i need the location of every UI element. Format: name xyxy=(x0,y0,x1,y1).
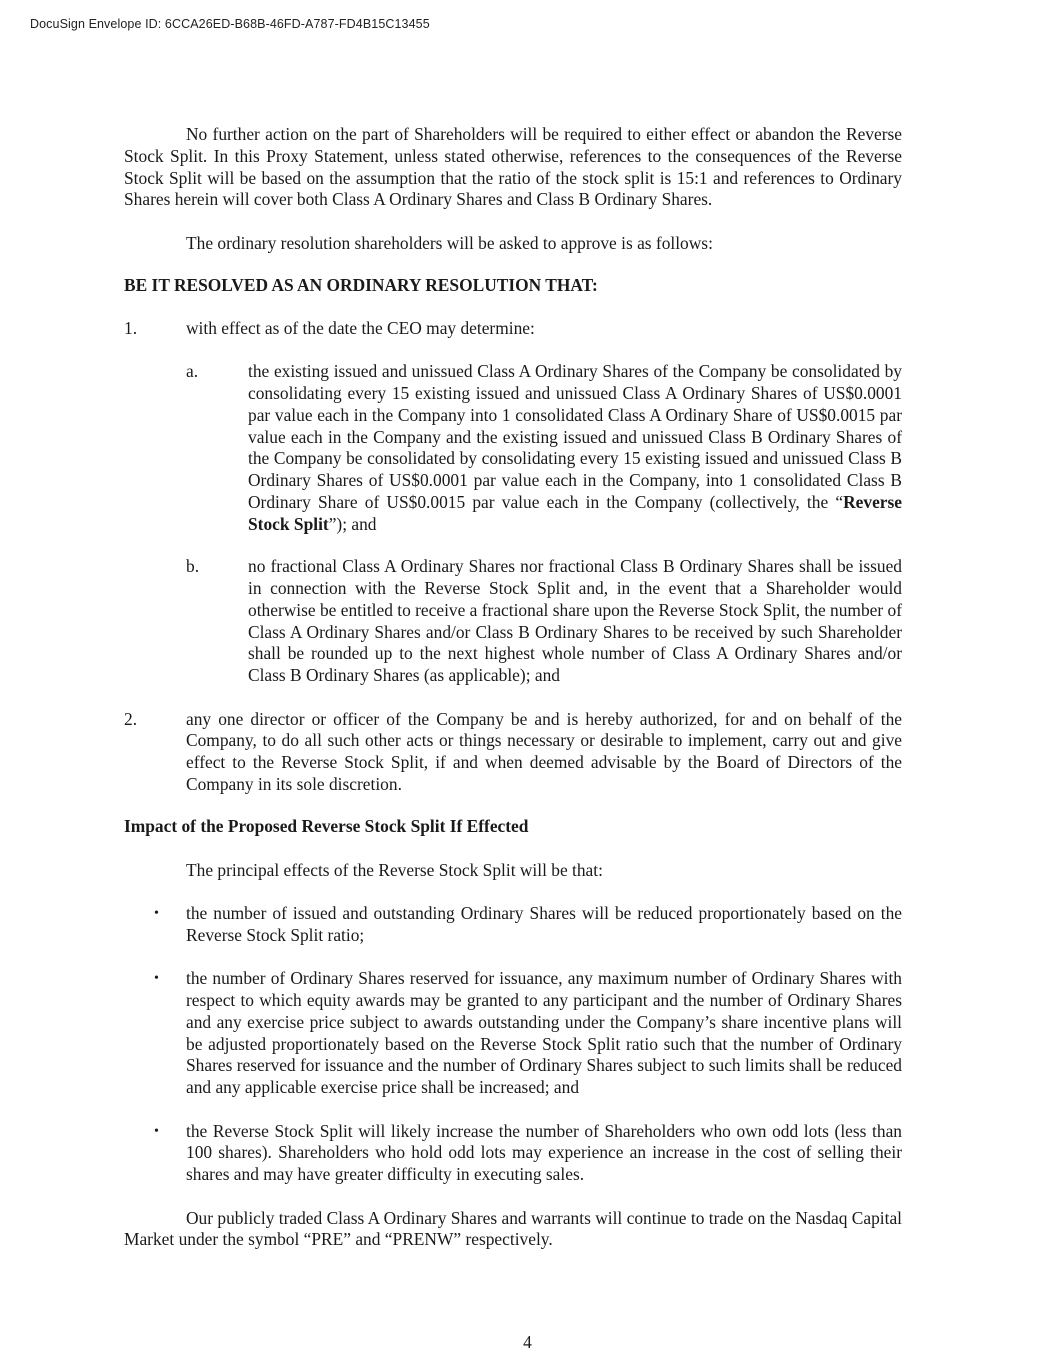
impact-bullet-3-text: the Reverse Stock Split will likely increase the number of Shareholders who own odd lots (less than 100 shares). Shareholders who hold odd lots may experience an increase in the cost of selling their shares and may have greater difficulty in executing sales. xyxy=(186,1120,902,1185)
document-body xyxy=(124,124,902,1251)
resolved-heading: BE IT RESOLVED AS AN ORDINARY RESOLUTION THAT: xyxy=(124,274,598,295)
impact-heading: Impact of the Proposed Reverse Stock Split If Effected xyxy=(124,816,529,837)
impact-bullet-2 xyxy=(124,968,902,1099)
closing-paragraph: Our publicly traded Class A Ordinary Shares and warrants will continue to trade on the Nasdaq Capital Market under the symbol “PRE” and “PRENW” respectively. xyxy=(124,1207,902,1250)
resolution-item-2-text: any one director or officer of the Company be and is hereby authorized, for and on behalf of the Company, to do all such other acts or things necessary or desirable to implement, carry out and give effect to the Reverse Stock Split, if and when deemed advisable by the Board of Directors of the Company in its sole discretion. xyxy=(186,708,902,794)
resolution-subitem-b-letter: b. xyxy=(186,556,200,577)
bullet-icon: • xyxy=(154,1123,159,1139)
impact-bullet-1-text: the number of issued and outstanding Ordinary Shares will be reduced proportionately based on the Reverse Stock Split ratio; xyxy=(186,903,902,945)
resolution-item-2 xyxy=(124,709,902,796)
reverse-stock-split-term: Reverse Stock Split xyxy=(248,491,902,534)
intro-paragraph: No further action on the part of Shareholders will be required to either effect or abandon the Reverse Stock Split. In this Proxy Statement, unless stated otherwise, references to the consequences of the Reverse Stock Split will be based on the assumption that the ratio of the stock split is 15:1 and references to Ordinary Shares herein will cover both Class A Ordinary Shares and Class B Ordinary Shares. xyxy=(124,124,902,210)
resolution-item-2-number: 2. xyxy=(124,708,138,729)
resolution-subitem-a xyxy=(124,361,902,535)
impact-bullet-1 xyxy=(124,903,902,947)
resolution-subitem-a-text xyxy=(248,361,902,535)
subitem-a-text-before: the existing issued and unissued Class A Ordinary Shares of the Company be consolidated by consolidating every 15 existing issued and unissued Class A Ordinary Shares of US$0.0001 par value each in the Company into 1 consolidated Class A Ordinary Share of US$0.0015 par value each in the Company and the existing issued and unissued Class B Ordinary Shares of the Company be consolidated by consolidating every 15 existing issued and unissued Class B Ordinary Shares of US$0.0001 par value each in the Company, into 1 consolidated Class B Ordinary Share of US$0.0015 par value each in the Company (collectively, the “ xyxy=(248,361,902,512)
resolution-item-1-text: with effect as of the date the CEO may determine: xyxy=(186,318,535,339)
bullet-icon: • xyxy=(154,971,159,987)
bullet-icon: • xyxy=(154,906,159,922)
page-number: 4 xyxy=(523,1332,532,1352)
docusign-envelope-id: DocuSign Envelope ID: 6CCA26ED-B68B-46FD-A787-FD4B15C13455 xyxy=(30,17,430,31)
resolution-subitem-b-text: no fractional Class A Ordinary Shares nor fractional Class B Ordinary Shares shall be issued in connection with the Reverse Stock Split and, in the event that a Shareholder would otherwise be entitled to receive a fractional share upon the Reverse Stock Split, the number of Class A Ordinary Shares and/or Class B Ordinary Shares to be received by such Shareholder shall be rounded up to the next highest whole number of Class A Ordinary Shares and/or Class B Ordinary Shares (as applicable); and xyxy=(248,556,902,686)
resolution-subitem-a-letter: a. xyxy=(186,361,199,382)
impact-lead-paragraph: The principal effects of the Reverse Stock Split will be that: xyxy=(186,859,603,880)
impact-bullet-2-text: the number of Ordinary Shares reserved for issuance, any maximum number of Ordinary Shares with respect to which equity awards may be granted to any participant and the number of Ordinary Shares and any exercise price subject to awards outstanding under the Company’s share incentive plans will be adjusted proportionately based on the Reverse Stock Split ratio such that the number of Ordinary Shares reserved for issuance and the number of Ordinary Shares subject to such limits shall be reduced and any applicable exercise price shall be increased; and xyxy=(186,968,902,1098)
impact-bullet-3 xyxy=(124,1121,902,1186)
ordinary-resolution-paragraph: The ordinary resolution shareholders will be asked to approve is as follows: xyxy=(186,232,713,253)
resolution-item-1 xyxy=(124,318,902,340)
subitem-a-text-after: ”); and xyxy=(328,513,377,534)
resolution-item-1-number: 1. xyxy=(124,318,138,339)
resolution-subitem-b xyxy=(124,556,902,687)
